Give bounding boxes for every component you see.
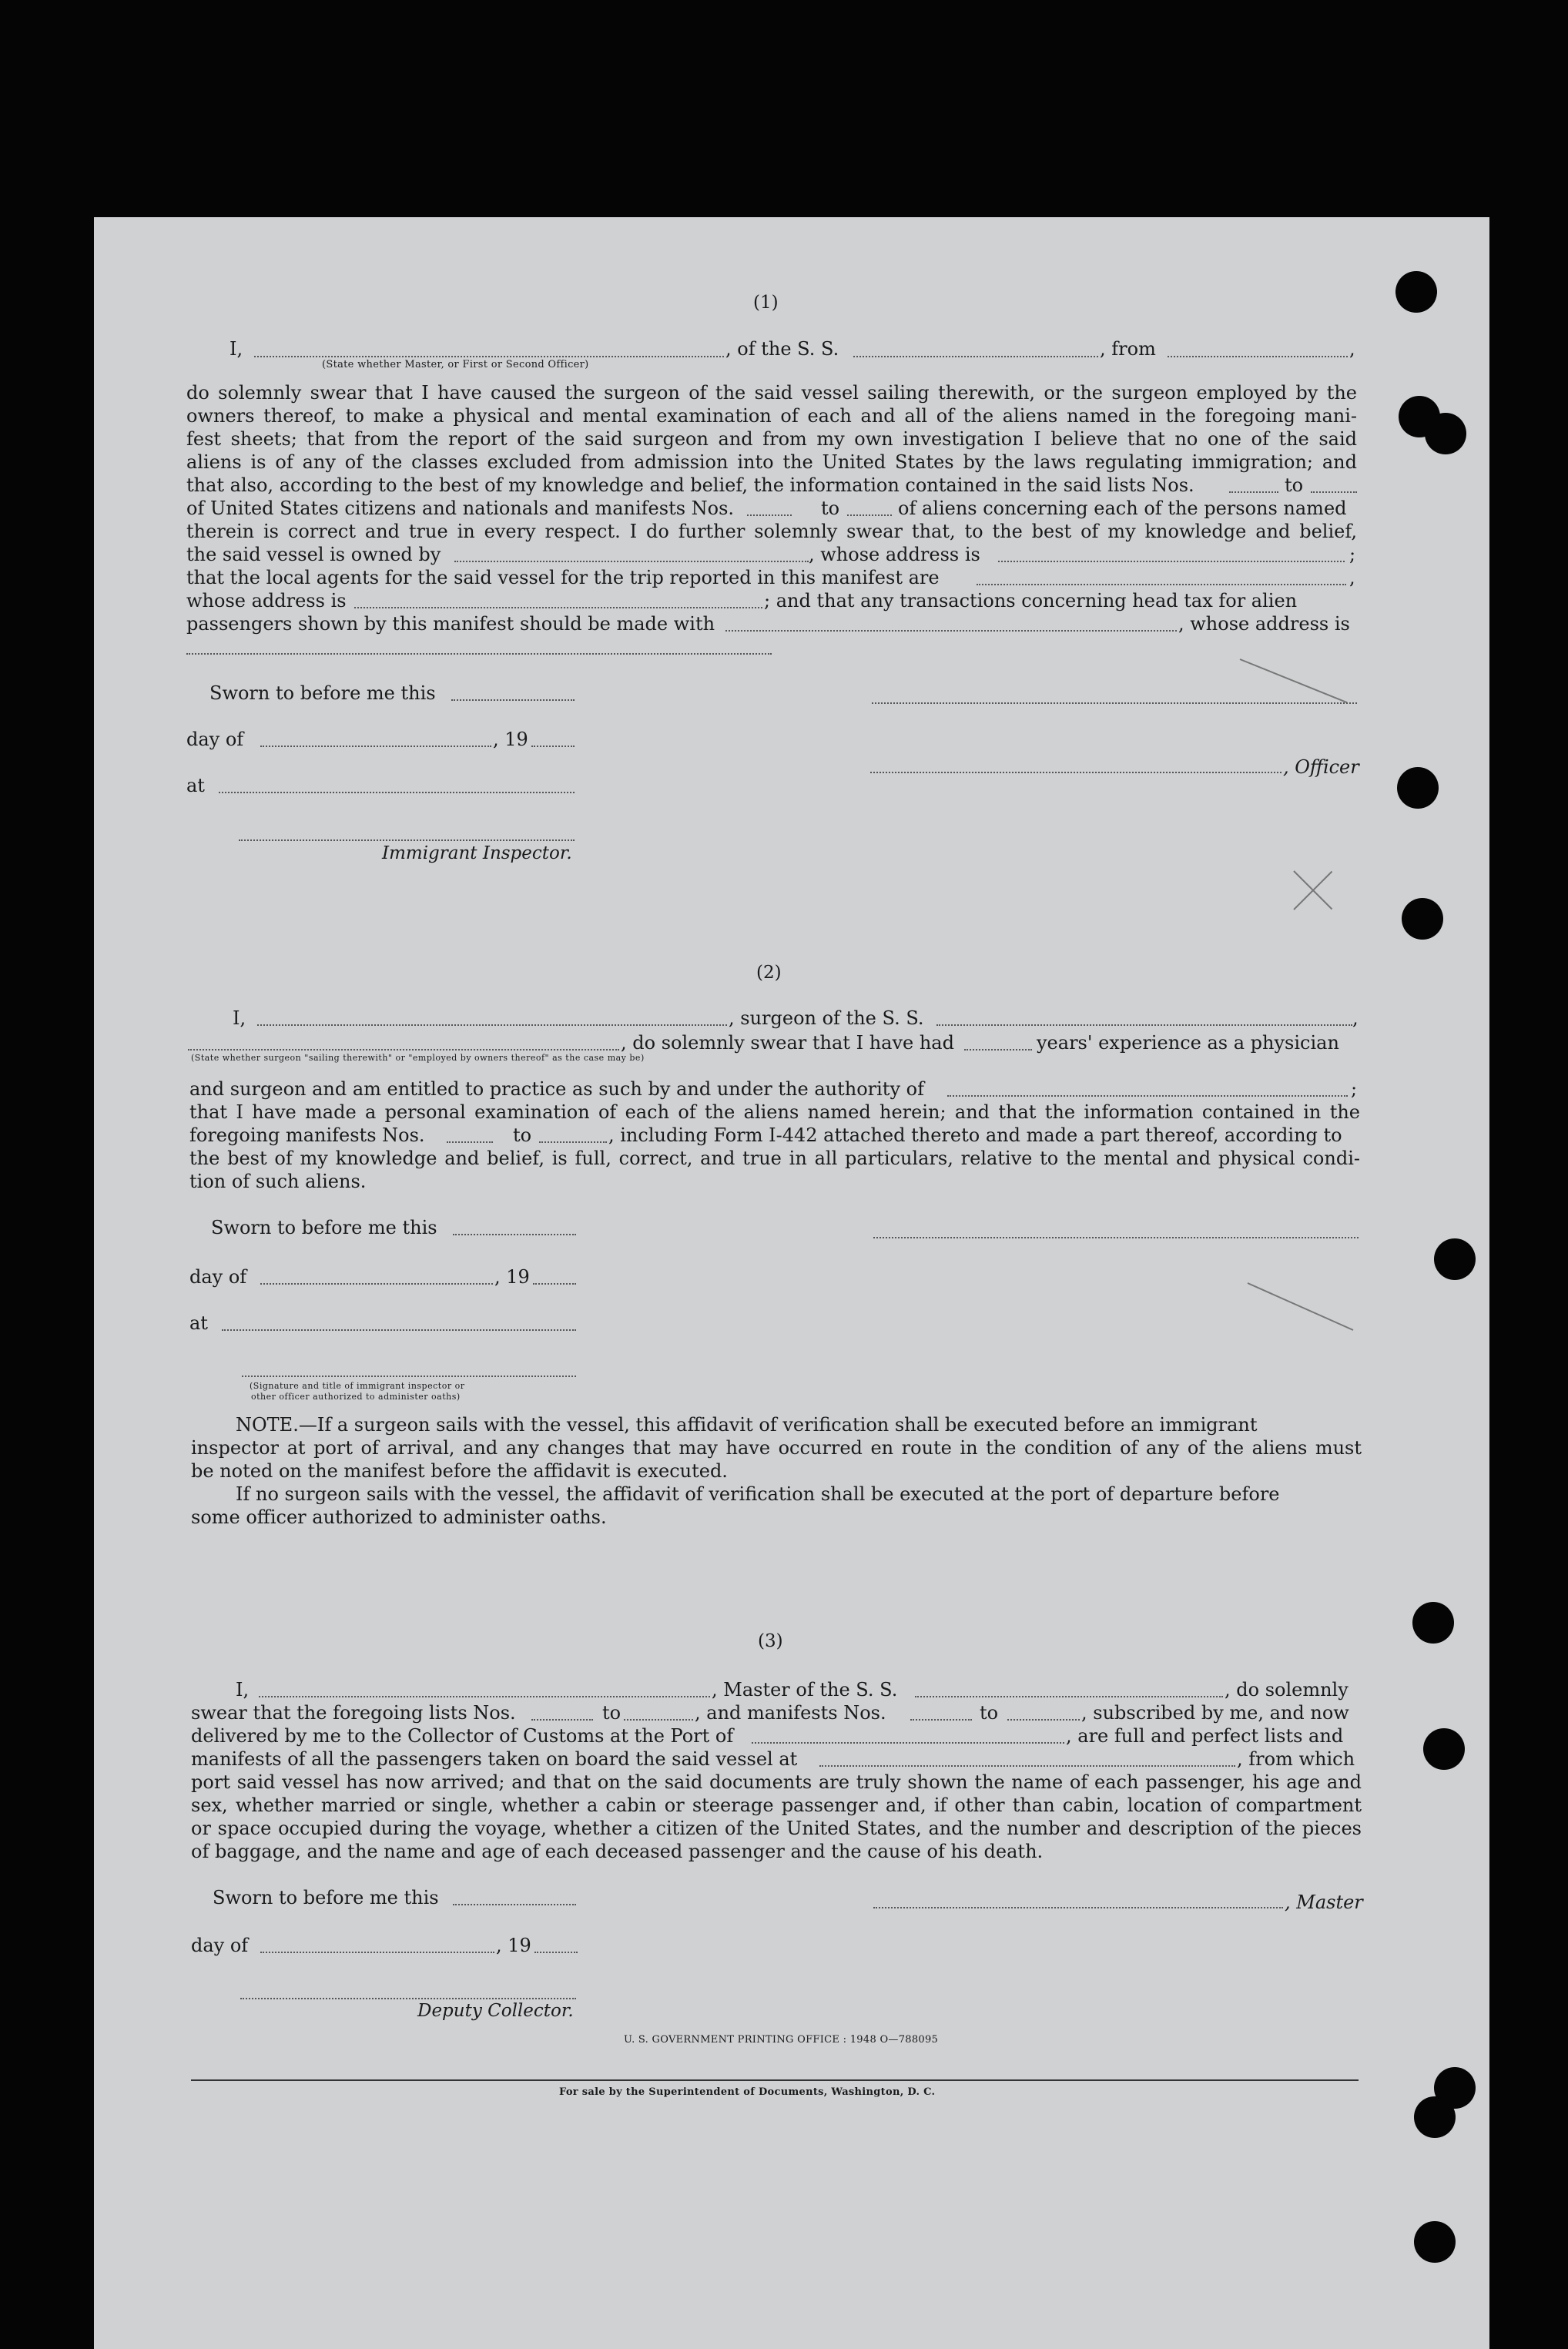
s3-swear-lists: swear that the foregoing lists Nos.: [191, 1702, 516, 1724]
s3-departure-port-field[interactable]: [819, 1765, 1235, 1767]
s1-para-line: fest sheets; that from the report of the said surgeon and from my own investigation I believe that no one of the said: [186, 428, 1357, 450]
s1-para-line: passengers shown by this manifest should be made with: [186, 613, 715, 635]
s2-month-field[interactable]: [260, 1283, 493, 1285]
s1-head-tax: ; and that any transactions concerning head tax for alien: [764, 590, 1298, 612]
s2-years: years' experience as a physician: [1037, 1032, 1339, 1054]
punch-hole: [1425, 413, 1466, 454]
s1-comma: ,: [1349, 567, 1355, 588]
s2-note-line: NOTE.—If a surgeon sails with the vessel, this affidavit of verification shall be executed before an immigrant: [236, 1414, 1258, 1436]
s2-note-line: be noted on the manifest before the affidavit is executed.: [191, 1460, 728, 1482]
s1-sworn-day-field[interactable]: [451, 699, 575, 701]
s1-to: to: [1285, 474, 1304, 496]
punch-hole: [1397, 767, 1439, 809]
s3-manifests-all: manifests of all the passengers taken on board the said vessel at: [191, 1748, 798, 1770]
s1-master-signature-line[interactable]: [872, 702, 1357, 704]
punch-hole: [1414, 2221, 1456, 2263]
s3-master-name-field[interactable]: [259, 1696, 710, 1697]
s3-do-solemnly: , do solemnly: [1225, 1679, 1349, 1701]
s3-from-which: , from which: [1237, 1748, 1355, 1770]
s1-of-the-ss: , of the S. S.: [725, 338, 839, 360]
s2-note-line: inspector at port of arrival, and any changes that may have occurred en route in the condition of any of the aliens must: [191, 1437, 1362, 1459]
s3-deputy-label: Deputy Collector.: [417, 2001, 574, 2021]
s2-year: , 19: [494, 1266, 530, 1288]
s2-note-line: If no surgeon sails with the vessel, the affidavit of verification shall be executed at the port of departure before: [236, 1483, 1280, 1505]
s2-comma: ,: [1352, 1007, 1359, 1029]
s3-sworn-day-field[interactable]: [453, 1904, 576, 1905]
s1-lists-to-field[interactable]: [1311, 491, 1357, 493]
s1-whose-address-end: , whose address is: [1178, 613, 1350, 635]
s2-place-field[interactable]: [222, 1329, 576, 1331]
punch-hole: [1414, 2096, 1456, 2138]
s1-officer-signature-line[interactable]: [870, 772, 1282, 773]
s1-pronoun: I,: [230, 338, 243, 360]
s1-lists-from-field[interactable]: [1229, 491, 1278, 493]
s1-manifests-from-field[interactable]: [747, 514, 792, 516]
s3-para-line: of baggage, and the name and age of each deceased passenger and the cause of his death.: [191, 1841, 1044, 1862]
printing-office-imprint: U. S. GOVERNMENT PRINTING OFFICE : 1948 O—788095: [624, 2034, 939, 2046]
s2-para-line: tion of such aliens.: [189, 1171, 367, 1192]
s1-head-tax-party-field[interactable]: [725, 630, 1177, 632]
s3-full-perfect: , are full and perfect lists and: [1066, 1725, 1344, 1747]
s1-comma: ,: [1349, 338, 1355, 360]
s1-para-line: therein is correct and true in every respect. I do further solemnly swear that, to the best of my knowledge and belief,: [186, 521, 1357, 542]
punch-hole: [1434, 1238, 1476, 1280]
s1-sworn: Sworn to before me this: [209, 682, 436, 704]
s1-agents-address-field[interactable]: [354, 607, 762, 608]
s2-surgeon-of: , surgeon of the S. S.: [729, 1007, 924, 1029]
s1-from-port-field[interactable]: [1168, 356, 1348, 357]
s3-delivered: delivered by me to the Collector of Customs at the Port of: [191, 1725, 734, 1747]
s3-master-label: , Master: [1285, 1892, 1363, 1913]
s2-at: at: [189, 1312, 208, 1334]
s3-collector-signature-line[interactable]: [240, 1998, 576, 1999]
s2-sworn: Sworn to before me this: [211, 1217, 437, 1238]
s1-place-field[interactable]: [219, 792, 575, 793]
punch-hole: [1395, 271, 1437, 313]
s1-owner-address-field[interactable]: [998, 561, 1345, 562]
s1-para-line: aliens is of any of the classes excluded from admission into the United States by the laws regulating immigration; and: [186, 451, 1357, 473]
s2-authority-field[interactable]: [947, 1095, 1348, 1097]
punch-hole: [1423, 1728, 1465, 1770]
for-sale-line: For sale by the Superintendent of Documents, Washington, D. C.: [559, 2086, 936, 2098]
s1-para-line: that also, according to the best of my knowledge and belief, the information contained in the said lists Nos.: [186, 474, 1194, 496]
s2-years-field[interactable]: [964, 1049, 1032, 1051]
s3-master-of: , Master of the S. S.: [712, 1679, 898, 1701]
s3-subscribed: , subscribed by me, and now: [1081, 1702, 1349, 1724]
s3-para-line: or space occupied during the voyage, whether a citizen of the United States, and the number and description of the pieces: [191, 1818, 1362, 1839]
s1-day-of: day of: [186, 729, 244, 750]
s3-day-of: day of: [191, 1935, 249, 1956]
s2-para-line: and surgeon and am entitled to practice as such by and under the authority of: [189, 1078, 924, 1100]
s1-owner-field[interactable]: [454, 561, 809, 562]
s2-surgeon-signature-line[interactable]: [873, 1237, 1359, 1238]
s2-day-of: day of: [189, 1266, 247, 1288]
s3-lists-from-field[interactable]: [531, 1719, 593, 1721]
s1-year: , 19: [493, 729, 528, 750]
s1-officer-label: , Officer: [1283, 756, 1359, 778]
s1-officer-rank-field[interactable]: [254, 356, 724, 357]
punch-hole: [1402, 898, 1443, 940]
s3-pronoun: I,: [236, 1679, 250, 1701]
s1-at: at: [186, 775, 205, 796]
s3-para-line: port said vessel has now arrived; and that on the said documents are truly shown the name of each passenger, his age and: [191, 1771, 1362, 1793]
s1-inspector-label: Immigrant Inspector.: [382, 843, 572, 863]
s2-pronoun: I,: [233, 1007, 246, 1029]
s2-surgeon-name-field[interactable]: [257, 1024, 727, 1026]
s3-and-manifests: , and manifests Nos.: [695, 1702, 886, 1724]
s2-para-line: the best of my knowledge and belief, is full, correct, and true in all particulars, relative to the mental and physical condi-: [189, 1148, 1360, 1169]
s3-para-line: sex, whether married or single, whether a cabin or steerage passenger and, if other than cabin, location of compartment: [191, 1794, 1362, 1816]
s2-do-solemnly: , do solemnly swear that I have had: [621, 1032, 954, 1054]
s2-manifests-to-field[interactable]: [539, 1141, 607, 1143]
s2-sig-caption: (Signature and title of immigrant inspector or: [250, 1381, 465, 1391]
s1-head-tax-address-field[interactable]: [186, 653, 772, 655]
s2-vessel-name-field[interactable]: [936, 1024, 1352, 1026]
s2-manifests-from-field[interactable]: [447, 1141, 493, 1143]
s2-note-line: some officer authorized to administer oaths.: [191, 1506, 607, 1528]
s3-year: , 19: [496, 1935, 531, 1956]
s3-lists-to-field[interactable]: [624, 1719, 693, 1721]
s3-vessel-name-field[interactable]: [915, 1696, 1223, 1697]
s2-year-field[interactable]: [533, 1283, 576, 1285]
s2-to: to: [513, 1124, 532, 1146]
s2-para-line: that I have made a personal examination of each of the aliens named herein; and that the information contained in the: [189, 1101, 1360, 1123]
section-3-number: (3): [758, 1631, 783, 1651]
s1-para-line: the said vessel is owned by: [186, 544, 441, 565]
section-2-number: (2): [756, 963, 782, 983]
s1-para-line: that the local agents for the said vessel for the trip reported in this manifest are: [186, 567, 940, 588]
s3-year-field[interactable]: [534, 1952, 578, 1953]
s1-para-line: do solemnly swear that I have caused the surgeon of the said vessel sailing therewith, or the surgeon employed by the: [186, 382, 1357, 404]
s3-master-signature-line[interactable]: [873, 1907, 1283, 1908]
s2-sworn-day-field[interactable]: [453, 1234, 576, 1235]
s1-manifests-to-field[interactable]: [847, 514, 892, 516]
s1-from: , from: [1100, 338, 1156, 360]
s3-port-field[interactable]: [752, 1742, 1064, 1744]
s1-inspector-signature-line[interactable]: [239, 839, 575, 841]
s1-para-line: whose address is: [186, 590, 347, 612]
s1-semicolon: ;: [1349, 544, 1356, 565]
s2-surgeon-status-field[interactable]: [188, 1049, 619, 1051]
s2-including: , including Form I-442 attached thereto and made a part thereof, according to: [608, 1124, 1342, 1146]
s1-rank-caption: (State whether Master, or First or Second Officer): [322, 359, 589, 370]
s3-sworn: Sworn to before me this: [213, 1887, 439, 1908]
s2-inspector-signature-line[interactable]: [242, 1376, 576, 1377]
footer-rule: [191, 2079, 1359, 2081]
s2-sig-caption: other officer authorized to administer oaths): [251, 1392, 461, 1402]
s1-to: to: [821, 498, 840, 519]
section-1-number: (1): [753, 293, 779, 313]
punch-hole: [1412, 1602, 1454, 1644]
s1-month-field[interactable]: [260, 746, 491, 747]
s3-manifests-to-field[interactable]: [1007, 1719, 1080, 1721]
s1-para-line: of United States citizens and nationals and manifests Nos.: [186, 498, 735, 519]
s1-year-field[interactable]: [531, 746, 575, 747]
s1-vessel-name-field[interactable]: [853, 356, 1098, 357]
s2-para-line: foregoing manifests Nos.: [189, 1124, 425, 1146]
s1-of-aliens: of aliens concerning each of the persons named: [898, 498, 1347, 519]
s3-to: to: [980, 1702, 999, 1724]
s2-semicolon: ;: [1351, 1078, 1358, 1100]
s1-whose-address: , whose address is: [809, 544, 980, 565]
s2-status-caption: (State whether surgeon "sailing therewith" or "employed by owners thereof" as the case may be): [191, 1053, 645, 1063]
s3-manifests-from-field[interactable]: [910, 1719, 972, 1721]
s1-agents-field[interactable]: [977, 584, 1346, 585]
s1-para-line: owners thereof, to make a physical and mental examination of each and all of the aliens named in the foregoing mani-: [186, 405, 1357, 427]
s3-to: to: [602, 1702, 622, 1724]
s3-month-field[interactable]: [260, 1952, 494, 1953]
